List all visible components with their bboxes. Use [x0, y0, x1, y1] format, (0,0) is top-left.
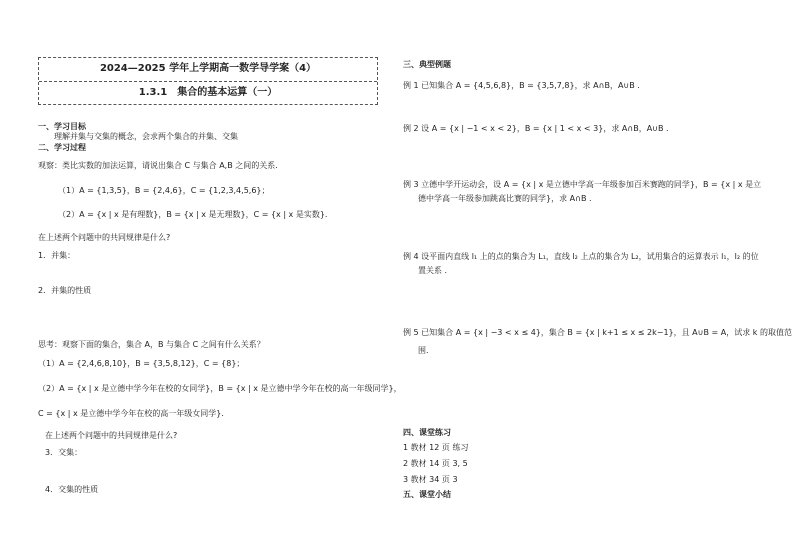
- think-question-2b: C = {x | x 是立德中学今年在校的高一年级女同学}.: [38, 409, 224, 418]
- practice-item-2: 2 教材 14 页 3, 5: [403, 459, 468, 468]
- example-5-line-2: 围.: [418, 346, 429, 355]
- section-3-heading: 三、典型例题: [403, 60, 451, 69]
- section-1-heading: 一、学习目标: [38, 122, 86, 131]
- think-question-1: （1）A = {2,4,6,8,10}，B = {3,5,8,12}，C = {8}；: [38, 359, 245, 368]
- example-2: 例 2 设 A = {x | −1 < x < 2}，B = {x | 1 < x < 3}，求 A∩B，A∪B .: [403, 124, 669, 133]
- question-1: （1）A = {1,3,5}，B = {2,4,6}，C = {1,2,3,4,5,6}；: [58, 186, 270, 195]
- think-question-2a: （2）A = {x | x 是立德中学今年在校的女同学}，B = {x | x 是立德中学今年在校的高一年级同学}，: [38, 384, 402, 393]
- question-2: （2）A = {x | x 是有理数}，B = {x | x 是无理数}，C = {x | x 是实数}.: [58, 210, 328, 219]
- header-subtitle: 1.3.1 集合的基本运算（一）: [138, 87, 278, 98]
- intersection-definition-item: 3．交集：: [45, 448, 83, 457]
- pattern-question-2: 在上述两个问题中的共同规律是什么?: [45, 431, 178, 440]
- example-3-line-1: 例 3 立德中学开运动会，设 A = {x | x 是立德中学高一年级参加百米赛跑的同学}，B = {x | x 是立: [403, 180, 762, 189]
- observe-prompt: 观察：类比实数的加法运算，请说出集合 C 与集合 A,B 之间的关系.: [38, 161, 278, 170]
- example-5-line-1: 例 5 已知集合 A = {x | −3 < x ≤ 4}，集合 B = {x | k+1 ≤ x ≤ 2k−1}，且 A∪B = A，试求 k 的取值范: [403, 328, 792, 337]
- section-2-heading: 二、学习过程: [38, 143, 86, 152]
- example-1: 例 1 已知集合 A = {4,5,6,8}，B = {3,5,7,8}，求 A∩B，A∪B .: [403, 81, 640, 90]
- header-title: 2024—2025 学年上学期高一数学导学案（4）: [99, 63, 317, 74]
- intersection-properties-item: 4．交集的性质: [45, 485, 99, 494]
- practice-item-1: 1 教材 12 页 练习: [403, 443, 469, 452]
- header-divider: [39, 81, 377, 82]
- header-box: [38, 57, 378, 105]
- example-3-line-2: 德中学高一年级参加跳高比赛的同学}，求 A∩B .: [418, 194, 592, 203]
- practice-item-3: 3 教材 34 页 3: [403, 475, 458, 484]
- union-definition-item: 1．并集：: [38, 251, 76, 260]
- section-4-heading: 四、课堂练习: [403, 428, 451, 437]
- example-4-line-2: 置关系 .: [418, 266, 448, 275]
- learning-goal: 理解并集与交集的概念，会求两个集合的并集、交集: [54, 132, 238, 141]
- example-4-line-1: 例 4 设平面内直线 l₁ 上的点的集合为 L₁，直线 l₂ 上点的集合为 L₂，试用集合的运算表示 l₁，l₂ 的位: [403, 252, 759, 261]
- think-prompt: 思考：观察下面的集合，集合 A，B 与集合 C 之间有什么关系？: [38, 340, 265, 349]
- section-5-heading: 五、课堂小结: [403, 490, 451, 499]
- pattern-question-1: 在上述两个问题中的共同规律是什么?: [38, 233, 171, 242]
- union-properties-item: 2．并集的性质: [38, 286, 92, 295]
